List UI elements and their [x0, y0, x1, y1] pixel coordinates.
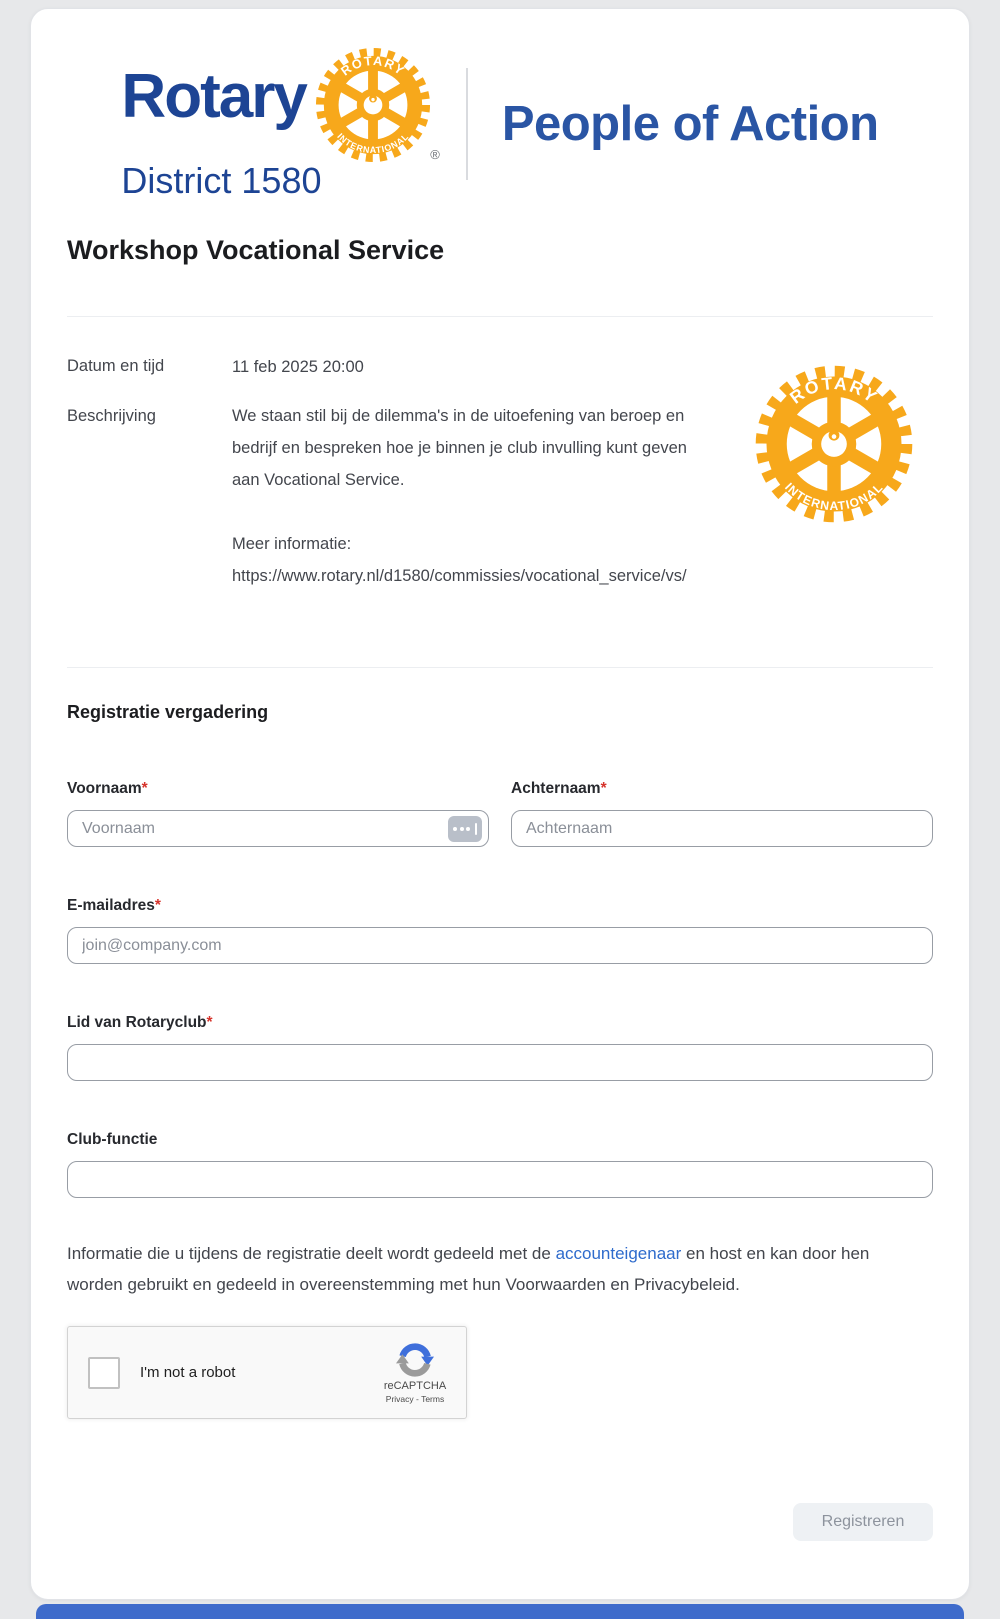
- description-value: [232, 400, 710, 592]
- last-name-label: Achternaam*: [511, 780, 607, 797]
- club-role-input[interactable]: [67, 1161, 933, 1198]
- event-info: [67, 357, 933, 592]
- rotary-logo: [121, 46, 440, 202]
- rotary-wheel-icon: [314, 46, 432, 164]
- registered-trademark: ®: [430, 147, 440, 162]
- club-role-label: Club-functie: [67, 1131, 158, 1148]
- rotary-club-input[interactable]: [67, 1044, 933, 1081]
- recaptcha-label: I'm not a robot: [140, 1364, 236, 1381]
- email-field-group: [67, 897, 933, 964]
- recaptcha-logo: [376, 1341, 454, 1404]
- rotary-club-field-group: [67, 1014, 933, 1081]
- description-label: Beschrijving: [67, 407, 156, 425]
- description-text: We staan stil bij de dilemma's in de uitoefening van beroep en bedrijf en bespreken hoe je binnen je club invulling kunt geven aan Vocational Service.: [232, 407, 687, 489]
- event-title: Workshop Vocational Service: [67, 235, 445, 265]
- datetime-value: 11 feb 2025 20:00: [232, 358, 364, 376]
- people-of-action-tagline: People of Action: [501, 97, 879, 151]
- registration-section-title: Registratie vergadering: [67, 702, 269, 722]
- datetime-label: Datum en tijd: [67, 357, 165, 375]
- rotary-wordmark: Rotary: [121, 62, 306, 131]
- club-role-field-group: [67, 1131, 933, 1198]
- email-input[interactable]: [67, 927, 933, 964]
- account-owner-link[interactable]: accounteigenaar: [555, 1244, 682, 1263]
- email-label: E-mailadres*: [67, 897, 161, 914]
- first-name-label: Voornaam*: [67, 780, 148, 797]
- register-button[interactable]: Registreren: [793, 1503, 933, 1541]
- last-name-field-group: [511, 780, 933, 847]
- required-asterisk: *: [206, 1014, 213, 1031]
- first-name-field-group: [67, 780, 489, 847]
- rotary-wheel-image: [753, 363, 915, 525]
- district-label: District 1580: [121, 160, 322, 201]
- required-asterisk: *: [141, 780, 148, 797]
- divider: [67, 667, 933, 668]
- privacy-disclaimer: Informatie die u tijdens de registratie deelt wordt gedeeld met de accounteigenaar en host en kan door hen worden gebruikt en gedeeld in overeenstemming met hun Voorwaarden en Privacybeleid.: [67, 1244, 870, 1294]
- footer-bar: [36, 1604, 964, 1619]
- last-name-input[interactable]: [511, 810, 933, 847]
- registration-card: [30, 8, 970, 1600]
- recaptcha-icon: [396, 1341, 434, 1379]
- rotary-club-label: Lid van Rotaryclub*: [67, 1014, 213, 1031]
- divider: [67, 316, 933, 317]
- more-info-label: Meer informatie:: [232, 535, 352, 553]
- more-info-url: https://www.rotary.nl/d1580/commissies/vocational_service/vs/: [232, 567, 687, 585]
- recaptcha-widget: [67, 1326, 467, 1419]
- autofill-icon[interactable]: [448, 816, 482, 842]
- first-name-input[interactable]: [67, 810, 489, 847]
- required-asterisk: *: [154, 897, 161, 914]
- required-asterisk: *: [600, 780, 607, 797]
- recaptcha-brand: reCAPTCHA: [383, 1379, 447, 1392]
- header-divider: [466, 68, 468, 180]
- recaptcha-checkbox[interactable]: [88, 1357, 120, 1389]
- recaptcha-privacy-terms[interactable]: Privacy - Terms: [385, 1393, 445, 1404]
- header: [67, 49, 933, 199]
